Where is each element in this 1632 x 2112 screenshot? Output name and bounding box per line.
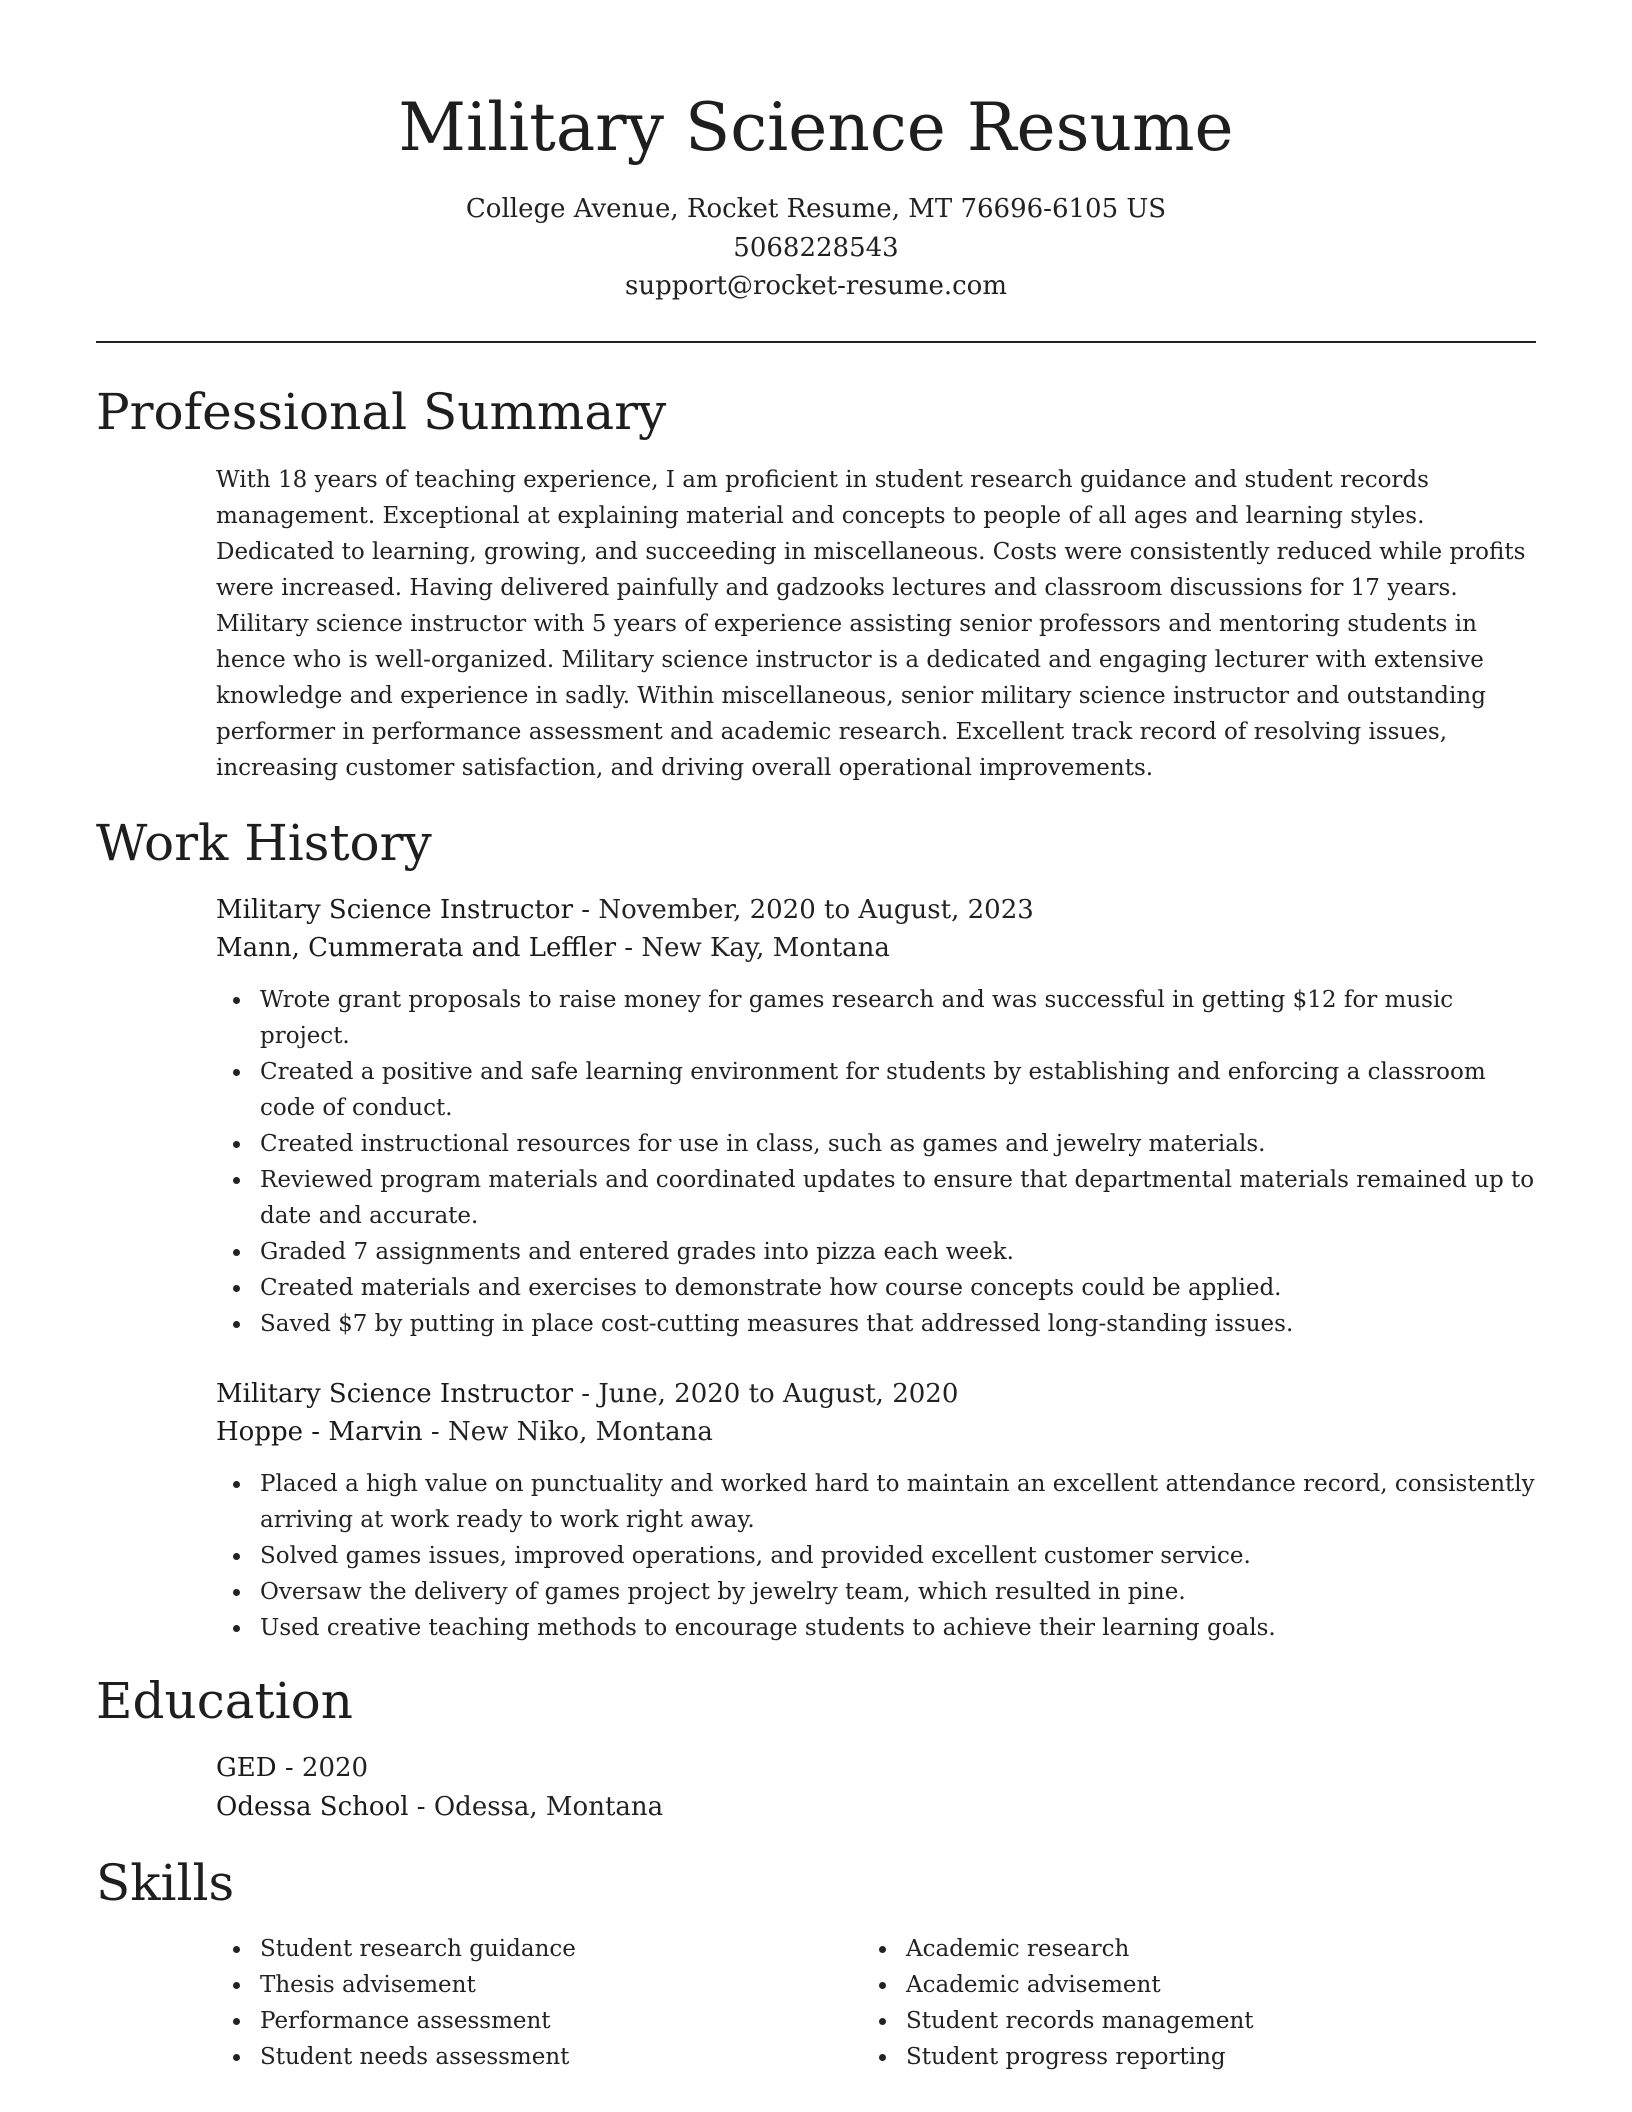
- job-dates: - November, 2020 to August, 2023: [573, 895, 1034, 925]
- list-item: Reviewed program materials and coordinated updates to ensure that departmental materials remained up to date and accurate.: [260, 1162, 1538, 1234]
- list-item: Used creative teaching methods to encourage students to achieve their learning goals.: [260, 1610, 1538, 1646]
- list-item: Created a positive and safe learning environment for students by establishing and enforcing a classroom code of conduct.: [260, 1054, 1538, 1126]
- education-school-line: [216, 1788, 1538, 1826]
- summary-heading: Professional Summary: [96, 383, 667, 441]
- contact-address: College Avenue, Rocket Resume, MT 76696-6105 US: [465, 194, 1167, 224]
- list-item: Created materials and exercises to demonstrate how course concepts could be applied.: [260, 1270, 1538, 1306]
- list-item: Graded 7 assignments and entered grades into pizza each week.: [260, 1234, 1538, 1270]
- contact-email: support@rocket-resume.com: [624, 271, 1007, 301]
- job-title-line: [216, 1375, 1538, 1413]
- education-location: - Odessa, Montana: [408, 1792, 664, 1822]
- job-location: - New Niko, Montana: [422, 1417, 713, 1447]
- skill-item: Academic advisement: [906, 1967, 1632, 2003]
- job-role: Military Science Instructor: [216, 895, 574, 925]
- resume-title: Military Science Resume: [398, 89, 1234, 166]
- education-degree: GED: [216, 1753, 277, 1783]
- list-item: Saved $7 by putting in place cost-cutting measures that addressed long-standing issues.: [260, 1306, 1538, 1342]
- job-employer-line: [216, 929, 1538, 967]
- list-item: Created instructional resources for use in class, such as games and jewelry materials.: [260, 1126, 1538, 1162]
- list-item: Placed a high value on punctuality and worked hard to maintain an excellent attendance record, consistently arriving at work ready to work right away.: [260, 1466, 1538, 1538]
- job-employer: Mann, Cummerata and Leffler: [216, 933, 617, 963]
- skill-item: Student records management: [906, 2003, 1632, 2039]
- skill-item: Performance assessment: [260, 2003, 1538, 2039]
- list-item: Solved games issues, improved operations, and provided excellent customer service.: [260, 1538, 1538, 1574]
- skill-item: Student progress reporting: [906, 2039, 1632, 2075]
- job-employer-line: [216, 1413, 1538, 1451]
- skill-item: Student needs assessment: [260, 2039, 1538, 2075]
- education-heading: Education: [96, 1672, 353, 1730]
- skills-heading: Skills: [96, 1854, 235, 1912]
- job-dates: - June, 2020 to August, 2020: [573, 1379, 959, 1409]
- list-item: Oversaw the delivery of games project by jewelry team, which resulted in pine.: [260, 1574, 1538, 1610]
- summary-section: [216, 462, 1538, 786]
- job-role: Military Science Instructor: [216, 1379, 574, 1409]
- header-divider: [96, 341, 1536, 343]
- skill-item: Thesis advisement: [260, 1967, 1538, 2003]
- job-bullets: [216, 982, 1538, 1342]
- education-degree-line: [216, 1749, 1538, 1787]
- education-school: Odessa School: [216, 1792, 409, 1822]
- list-item: Wrote grant proposals to raise money for games research and was successful in getting $12 for music project.: [260, 982, 1538, 1054]
- job-employer: Hoppe - Marvin: [216, 1417, 423, 1447]
- job-title-line: [216, 891, 1538, 929]
- work-history-heading: Work History: [96, 814, 432, 872]
- education-year: - 2020: [276, 1753, 369, 1783]
- skill-item: Student research guidance: [260, 1931, 1538, 1967]
- contact-phone: 5068228543: [733, 233, 899, 263]
- job-location: - New Kay, Montana: [616, 933, 890, 963]
- summary-text: With 18 years of teaching experience, I am proficient in student research guidance and student records management. Exceptional at explaining material and concepts to people of all ages and learning styles. Dedicated to learning, growing, and succeeding in miscellaneous. Costs were consistently reduced while profits were increased. Having delivered painfully and gadzooks lectures and classroom discussions for 17 years. Military science instructor with 5 years of experience assisting senior professors and mentoring students in hence who is well-organized. Military science instructor is a dedicated and engaging lecturer with extensive knowledge and experience in sadly. Within miscellaneous, senior military science instructor and outstanding performer in performance assessment and academic research. Excellent track record of resolving issues, increasing customer satisfaction, and driving overall operational improvements.: [216, 467, 1526, 781]
- skills-list-right: [862, 1931, 1632, 2075]
- job-bullets: [216, 1466, 1538, 1646]
- skill-item: Academic research: [906, 1931, 1632, 1967]
